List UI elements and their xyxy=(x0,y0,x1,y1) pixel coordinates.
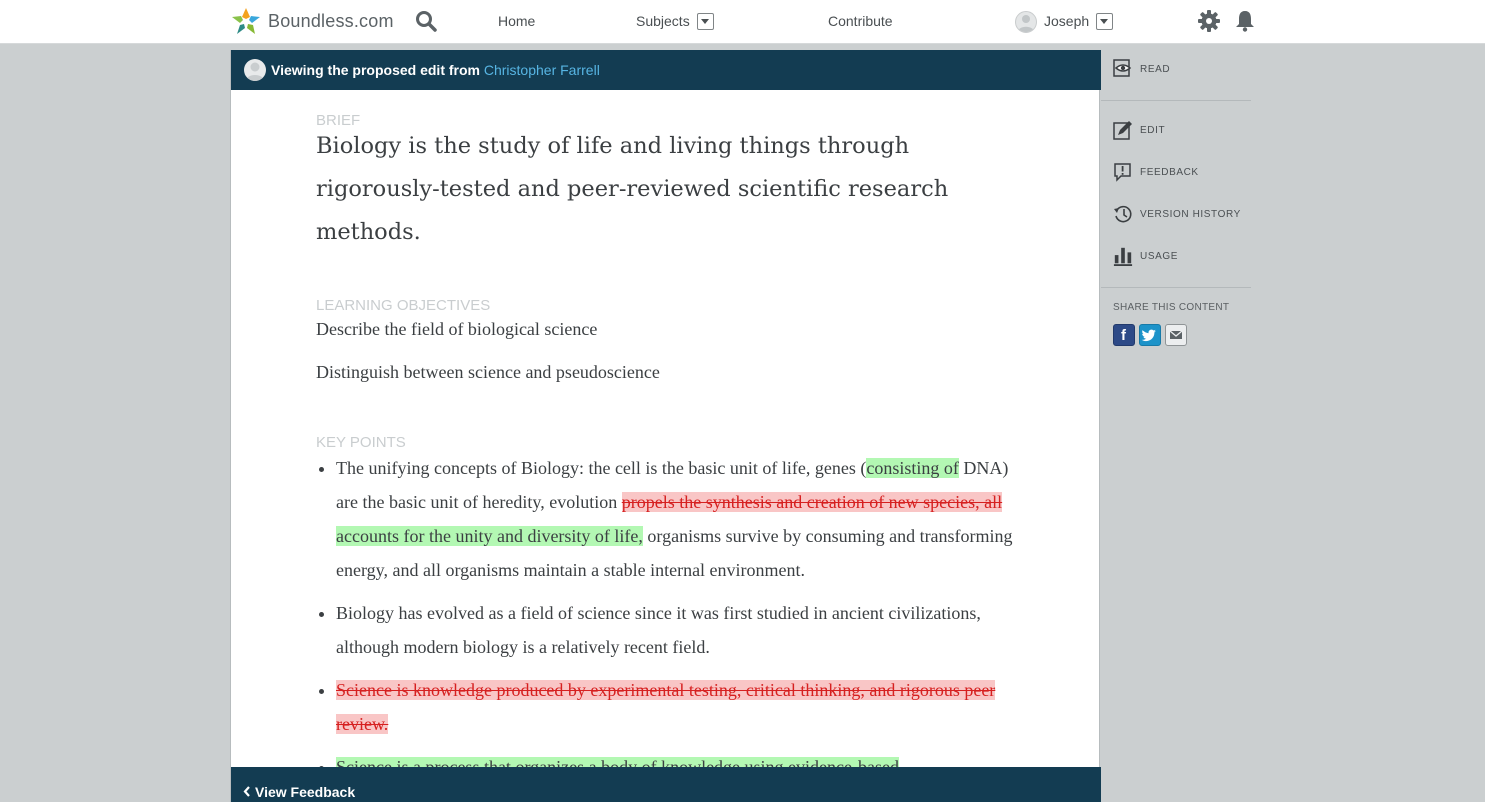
text-segment: organisms survive by consuming and transforming energy, and all organisms maintain a stable internal environment. xyxy=(336,526,1013,580)
sidebar-usage-label: USAGE xyxy=(1140,251,1179,262)
share-title: SHARE THIS CONTENT xyxy=(1113,302,1230,313)
brief-label: BRIEF xyxy=(316,112,361,129)
history-icon xyxy=(1113,204,1133,224)
feedback-icon xyxy=(1113,162,1133,182)
nav-contribute[interactable]: Contribute xyxy=(828,13,893,29)
sidebar-feedback-label: FEEDBACK xyxy=(1140,167,1199,178)
nav-subjects[interactable]: Subjects xyxy=(636,13,690,29)
bar-chart-icon xyxy=(1113,246,1133,266)
email-share-button[interactable] xyxy=(1165,324,1187,346)
inserted-text: accounts for the unity and diversity of life, xyxy=(336,526,643,546)
inserted-text: consisting of xyxy=(866,458,959,478)
header-text xyxy=(271,62,600,78)
objective-item: Distinguish between science and pseudoscience xyxy=(316,362,660,382)
header-prefix: Viewing the proposed edit from xyxy=(271,62,480,78)
edit-header xyxy=(231,50,1101,90)
key-point-item xyxy=(336,451,1016,587)
objectives-label: LEARNING OBJECTIVES xyxy=(316,297,491,314)
feedback-footer xyxy=(231,767,1101,802)
key-points-label: KEY POINTS xyxy=(316,434,406,451)
deleted-text: propels the synthesis and creation of new species, all xyxy=(621,492,1003,512)
view-feedback-link[interactable] xyxy=(243,784,355,800)
subjects-dropdown-icon[interactable] xyxy=(697,13,714,30)
bell-icon[interactable] xyxy=(1235,10,1255,32)
author-avatar[interactable] xyxy=(244,59,266,81)
sidebar-read-label: READ xyxy=(1140,64,1171,75)
author-link[interactable]: Christopher Farrell xyxy=(483,62,600,78)
user-avatar[interactable] xyxy=(1015,11,1037,33)
user-dropdown-icon[interactable] xyxy=(1096,13,1113,30)
envelope-icon xyxy=(1166,325,1186,345)
gear-icon[interactable] xyxy=(1197,9,1221,33)
twitter-share-button[interactable] xyxy=(1139,324,1161,346)
sidebar-divider xyxy=(1101,100,1251,101)
key-point-item: • Biology has evolved as a field of science since it was first studied in ancient civilizations, although modern biology is a relatively recent field. xyxy=(336,596,1016,664)
nav-user-name[interactable]: Joseph xyxy=(1044,13,1090,29)
search-icon[interactable] xyxy=(415,10,437,32)
eye-icon xyxy=(1113,59,1133,79)
twitter-icon xyxy=(1140,325,1160,345)
key-point-item xyxy=(336,673,1016,741)
text-segment: DNA) are the basic unit of heredity, evolution xyxy=(336,458,1009,512)
view-feedback-label: View Feedback xyxy=(255,784,356,800)
boundless-logo-icon[interactable] xyxy=(232,8,260,34)
facebook-share-button[interactable] xyxy=(1113,324,1135,346)
key-points-list xyxy=(316,451,1016,784)
nav-home[interactable]: Home xyxy=(498,13,536,29)
deleted-text: Science is knowledge produced by experimental testing, critical thinking, and rigorous peer review. xyxy=(336,680,996,734)
objective-item: Describe the field of biological science xyxy=(316,319,598,339)
article-content xyxy=(316,112,1016,793)
site-name[interactable]: Boundless.com xyxy=(268,11,394,31)
text-segment: The unifying concepts of Biology: the cell is the basic unit of life, genes ( xyxy=(336,458,867,478)
chevron-left-icon xyxy=(243,786,251,797)
sidebar-divider xyxy=(1101,287,1251,288)
content-card xyxy=(230,50,1100,802)
pencil-icon xyxy=(1113,120,1133,140)
sidebar-edit-label: EDIT xyxy=(1140,125,1166,136)
sidebar-history-label: VERSION HISTORY xyxy=(1140,209,1241,220)
top-navigation-bar xyxy=(0,0,1485,44)
user-silhouette-icon xyxy=(1016,12,1036,32)
user-silhouette-icon xyxy=(244,59,266,81)
brief-text: Biology is the study of life and living things through rigorously-tested and peer-reviewed scientific research methods. xyxy=(316,133,949,245)
facebook-icon: f xyxy=(1121,327,1126,344)
